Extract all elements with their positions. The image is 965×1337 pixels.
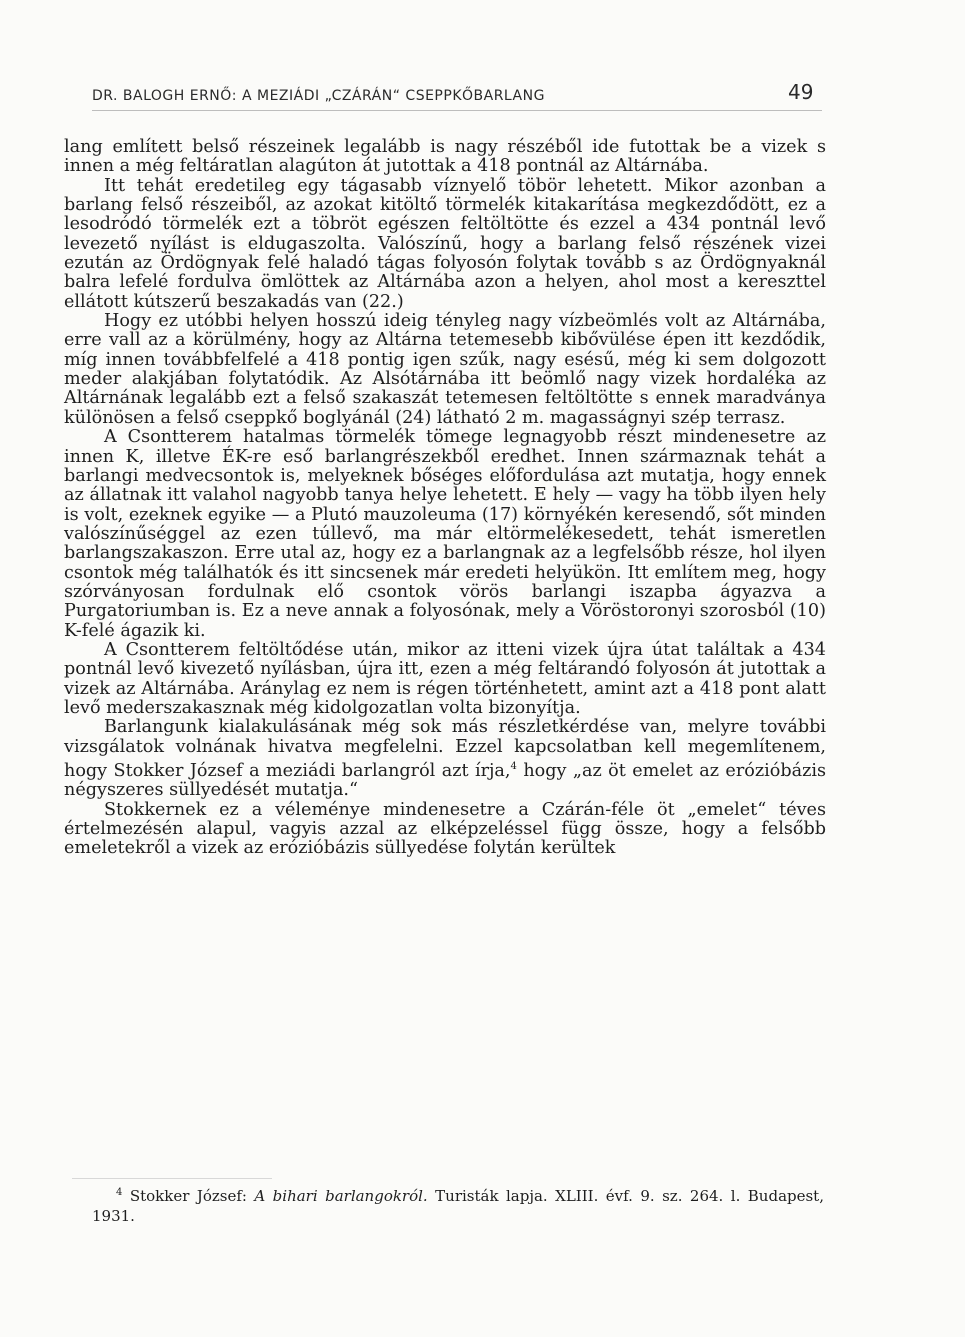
text-run: Hogy ez utóbbi helyen hosszú ideig tényleg nagy vízbeömlés volt az Altárnába, erre vall az a körülmény, hogy az Altárna tetemesebb kibővülése épen itt kezdődik, míg innen továbbfelfelé a 418 pontig igen szűk, nagy esésű, még ki sem dolgozott meder alakjában folytatódik. Az Alsótárnába itt beömlő nagy vizek hordaléka az Altárnának legalább ezt a felső szakaszát tetemesen feltöltötte s ennek maradványa különösen a felső cseppkő boglyánál (24) látható 2 m. magasságnyi szép terrasz. <box>64 311 826 428</box>
footnote-reference: 4 <box>510 761 517 772</box>
text-run: Barlangunk kialakulásának még sok más részletkérdése van, melyre további vizsgálatok volnának hivatva megfelelni. Ezzel kapcsolatban kell megemlítenem, hogy Stokker József a meziádi barlangról azt írja, <box>64 717 826 781</box>
paragraph <box>64 428 826 641</box>
footnotes <box>92 1183 824 1226</box>
text-run: A Csontterem hatalmas törmelék tömege legnagyobb részt mindenesetre az innen K, illetve ÉK-re eső barlangrészekből eredhet. Innen származnak tehát a barlangi medvecsontok is, melyeknek bőséges előfordulása azt mutatja, hogy ennek az állatnak itt valahol nagyobb tanya helye lehetett. E hely — vagy ha több ilyen hely is volt, ezeknek egyike — a Plutó mauzoleuma (17) környékén keresendő, sőt minden valószínűséggel az ezen túllevő, ma már eltörmelékesedett, tehát ismeretlen barlangszakaszon. Erre utal az, hogy ez a barlangnak az a legfelsőbb része, hol ilyen csontok még találhatók és itt sincsenek már eredeti helyükön. Itt említem meg, hogy szórványosan fordulnak elő csontok vörös barlangi iszapba ágyazva a Purgatoriumban is. Ez a neve annak a folyosónak, mely a Vöröstoronyi szorosból (10) K-felé ágazik ki. <box>64 427 826 641</box>
text-run: Stokkernek ez a véleménye mindenesetre a Czárán-féle öt „emelet“ téves értelmezésén alapul, vagyis azzal az elképzeléssel függ össze, hogy a felsőbb emeletekről a vizek az erózióbázis süllyedése folytán kerültek <box>64 799 826 859</box>
paragraph <box>64 718 826 800</box>
paragraph <box>64 177 826 312</box>
text-run: hogy „az öt emelet az erózióbázis négyszeres süllyedését mutatja.“ <box>64 760 827 801</box>
paragraph <box>64 138 826 177</box>
text-run: A Csontterem feltöltődése után, mikor az itteni vizek újra útat találtak a 434 pontnál levő kivezető nyílásban, újra itt, ezen a még feltárandó folyosón át jutottak a vizek az Altárnába. Aránylag ez nem is régen történhetett, amint azt a 418 pont alatt levő mederszakasznak még kidolgozatlan volta bizonyítja. <box>64 639 826 718</box>
paragraph <box>64 312 826 428</box>
page-number: 49 <box>788 80 814 104</box>
footnote <box>92 1183 824 1226</box>
paragraph <box>64 801 826 859</box>
text-run: lang említett belső részeinek legalább is nagy részéből ide futottak be a vizek s innen a még feltáratlan alagúton át jutottak a 418 pontnál az Altárnába. <box>64 137 826 177</box>
text-run: Turisták lapja. XLIII. évf. 9. sz. 264. l. Budapest, 1931. <box>92 1187 824 1225</box>
italic-title: A bihari barlangokról. <box>254 1187 428 1205</box>
text-run: Stokker József: <box>129 1187 255 1205</box>
text-run: Itt tehát eredetileg egy tágasabb víznyelő töbör lehetett. Mikor azonban a barlang felső részeiből, az azokat kitöltő törmelék kitakarítása megkezdődött, ez a lesodródó törmelék ezt a töbröt egészen feltöltötte és ezzel a 434 pontnál levő levezető nyílást is eldugaszolta. Valószínű, hogy a barlang felső részének vizei ezután az Ördögnyak felé haladó tágas folyosón folytak tovább s az Ördögnyaknál balra lefelé fordulva ömlöttek az Altárnába azon a helyen, ahol most a kereszttel ellátott kútszerű beszakadás van (22.) <box>64 175 826 312</box>
footnote-number: 4 <box>116 1187 123 1198</box>
body-text <box>64 138 826 859</box>
paragraph <box>64 641 826 718</box>
footnote-rule <box>72 1178 272 1179</box>
header-rule <box>92 110 822 111</box>
running-head: DR. BALOGH ERNŐ: A MEZIÁDI „CZÁRÁN“ CSEPPKŐBARLANG <box>92 88 545 104</box>
